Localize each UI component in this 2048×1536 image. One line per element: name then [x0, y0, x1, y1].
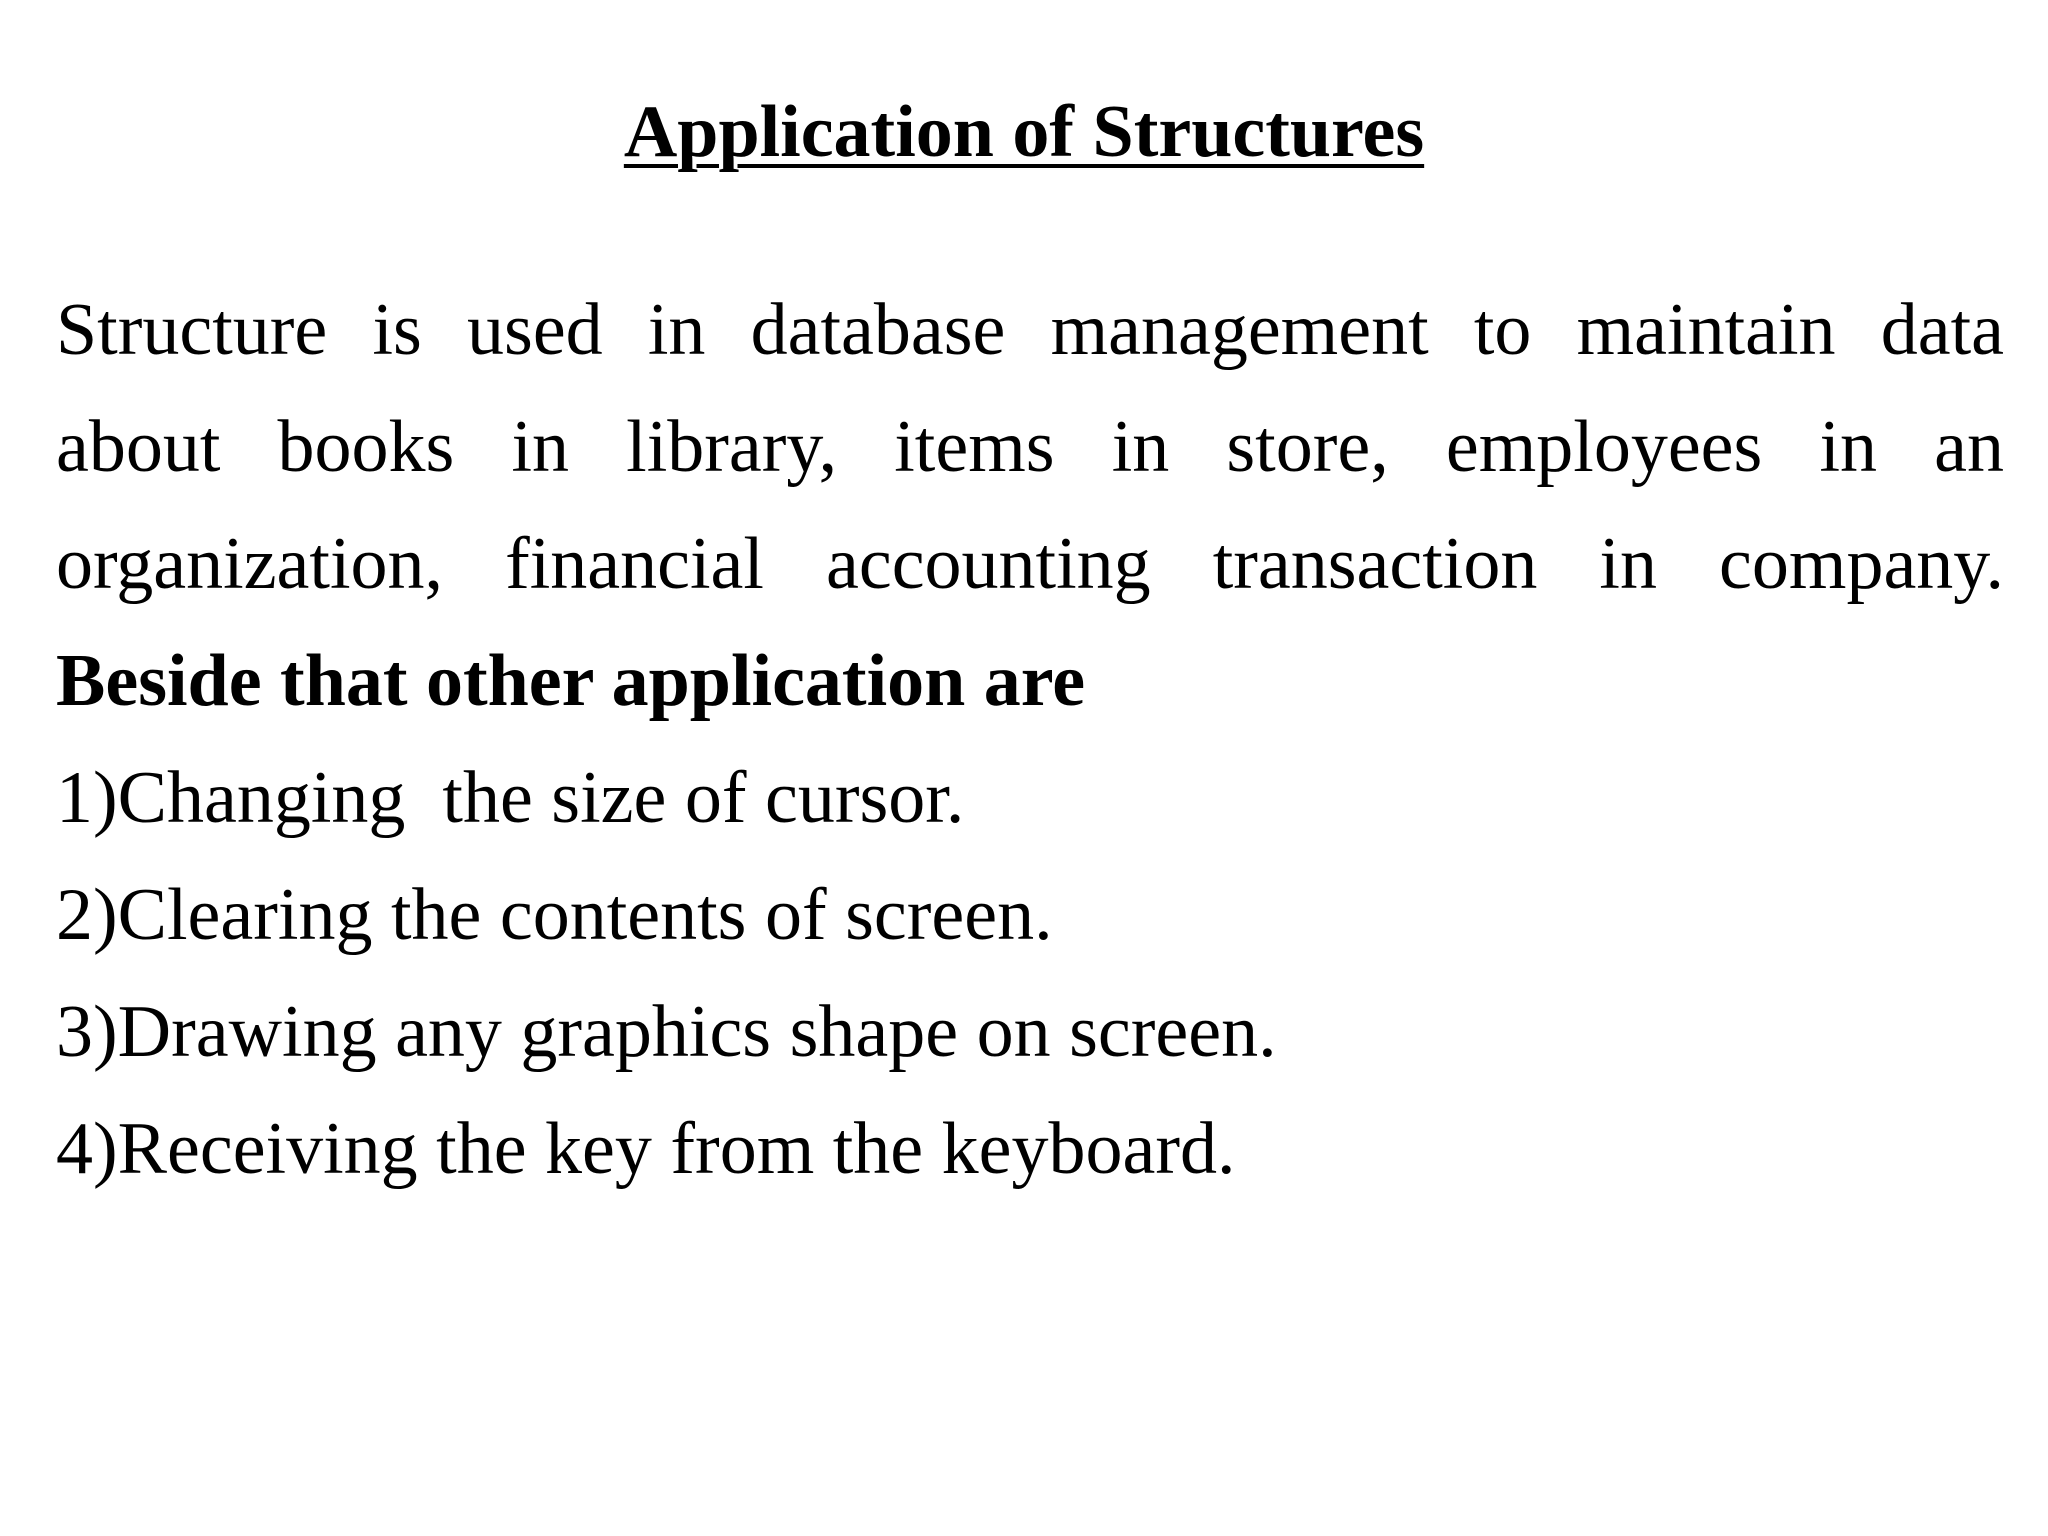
applications-heading: Beside that other application are [56, 640, 1086, 722]
paragraph-line: Structure is used in database management to maintain data [56, 289, 2004, 371]
list-item: 3)Drawing any graphics shape on screen. [56, 991, 1277, 1073]
list-item: 4)Receiving the key from the keyboard. [56, 1108, 1236, 1190]
slide-title [0, 88, 2048, 176]
paragraph-line: about books in library, items in store, employees in an [56, 406, 2004, 488]
list-item: 2)Clearing the contents of screen. [56, 874, 1053, 956]
slide-title-text: Application of Structures [623, 91, 1425, 173]
list-item: 1)Changing the size of cursor. [56, 757, 965, 839]
intro-paragraph [56, 272, 2004, 623]
applications-list [56, 740, 1277, 1208]
paragraph-line: organization, financial accounting transaction in company. [56, 523, 2004, 605]
